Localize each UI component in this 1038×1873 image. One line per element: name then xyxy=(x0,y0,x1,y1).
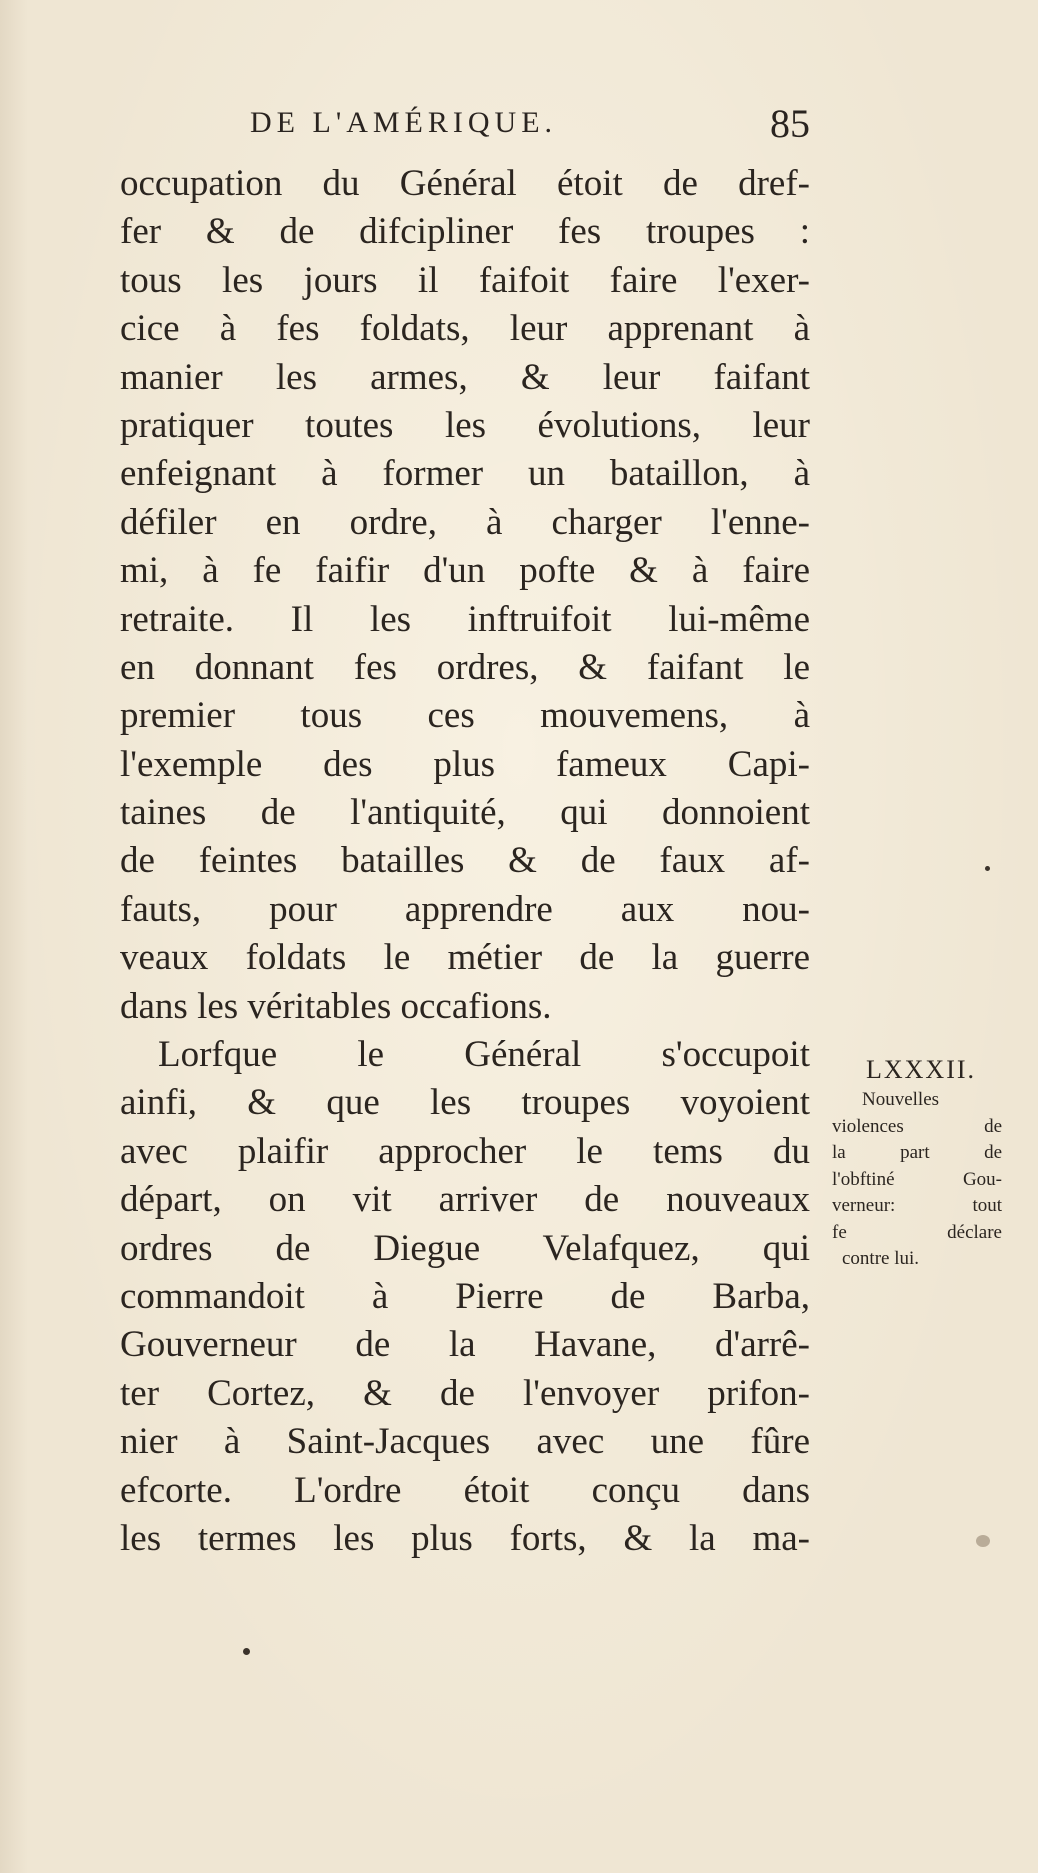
text-line: Lorfque le Général s'occupoit xyxy=(158,1034,810,1076)
text-line: mi, à fe faifir d'un pofte & à faire xyxy=(120,550,810,592)
text-line: Gouverneur de la Havane, d'arrê- xyxy=(120,1324,810,1366)
text-line: dans les véritables occafions. xyxy=(120,985,552,1027)
text-line: fauts, pour apprendre aux nou- xyxy=(120,888,810,930)
text-line: tous les jours il faifoit faire l'exer- xyxy=(120,259,810,301)
page-number: 85 xyxy=(770,101,810,146)
running-title: DE L'AMÉRIQUE. xyxy=(250,106,558,139)
text-line: enfeignant à former un bataillon, à xyxy=(120,453,810,495)
text-line: défiler en ordre, à charger l'enne- xyxy=(120,501,810,543)
page-header xyxy=(250,100,810,150)
text-line: en donnant fes ordres, & faifant le xyxy=(120,646,810,688)
paper-speck xyxy=(243,1648,250,1655)
text-line: efcorte. L'ordre étoit conçu dans xyxy=(120,1469,810,1511)
margin-note-line: l'obftiné Gou- xyxy=(832,1168,1002,1190)
text-line: fer & de difcipliner fes troupes : xyxy=(120,211,810,253)
text-line: retraite. Il les inftruifoit lui-même xyxy=(120,598,810,640)
text-line: commandoit à Pierre de Barba, xyxy=(120,1275,810,1317)
text-line: de feintes batailles & de faux af- xyxy=(120,840,810,882)
margin-note-line: verneur: tout xyxy=(832,1195,1002,1216)
body-text xyxy=(120,160,810,1563)
paper-speck xyxy=(985,866,990,871)
text-line: ainfi, & que les troupes voyoient xyxy=(120,1082,810,1124)
margin-note-line: fe déclare xyxy=(832,1221,1002,1243)
margin-note-line: la part de xyxy=(832,1142,1002,1163)
text-line: nier à Saint-Jacques avec une fûre xyxy=(120,1421,810,1463)
margin-note xyxy=(832,1055,1002,1273)
margin-note-number: LXXXII. xyxy=(865,1055,977,1084)
text-line: manier les armes, & leur faifant xyxy=(120,356,810,398)
text-line: cice à fes foldats, leur apprenant à xyxy=(120,308,810,350)
text-line: départ, on vit arriver de nouveaux xyxy=(120,1179,810,1221)
text-line: taines de l'antiquité, qui donnoient xyxy=(120,792,810,834)
text-line: premier tous ces mouvemens, à xyxy=(120,695,810,737)
text-line: pratiquer toutes les évolutions, leur xyxy=(120,404,810,446)
margin-note-line: Nouvelles xyxy=(862,1089,940,1110)
text-line: occupation du Général étoit de dref- xyxy=(120,163,810,204)
text-line: ordres de Diegue Velafquez, qui xyxy=(120,1227,810,1269)
text-line: l'exemple des plus fameux Capi- xyxy=(120,743,810,785)
text-line: ter Cortez, & de l'envoyer prifon- xyxy=(120,1372,810,1414)
margin-note-line: violences de xyxy=(832,1115,1002,1137)
text-line: les termes les plus forts, & la ma- xyxy=(120,1517,810,1559)
paper-speck xyxy=(976,1535,990,1547)
text-line: veaux foldats le métier de la guerre xyxy=(120,937,810,979)
margin-note-line: contre lui. xyxy=(842,1248,920,1269)
text-line: avec plaifir approcher le tems du xyxy=(120,1130,810,1172)
